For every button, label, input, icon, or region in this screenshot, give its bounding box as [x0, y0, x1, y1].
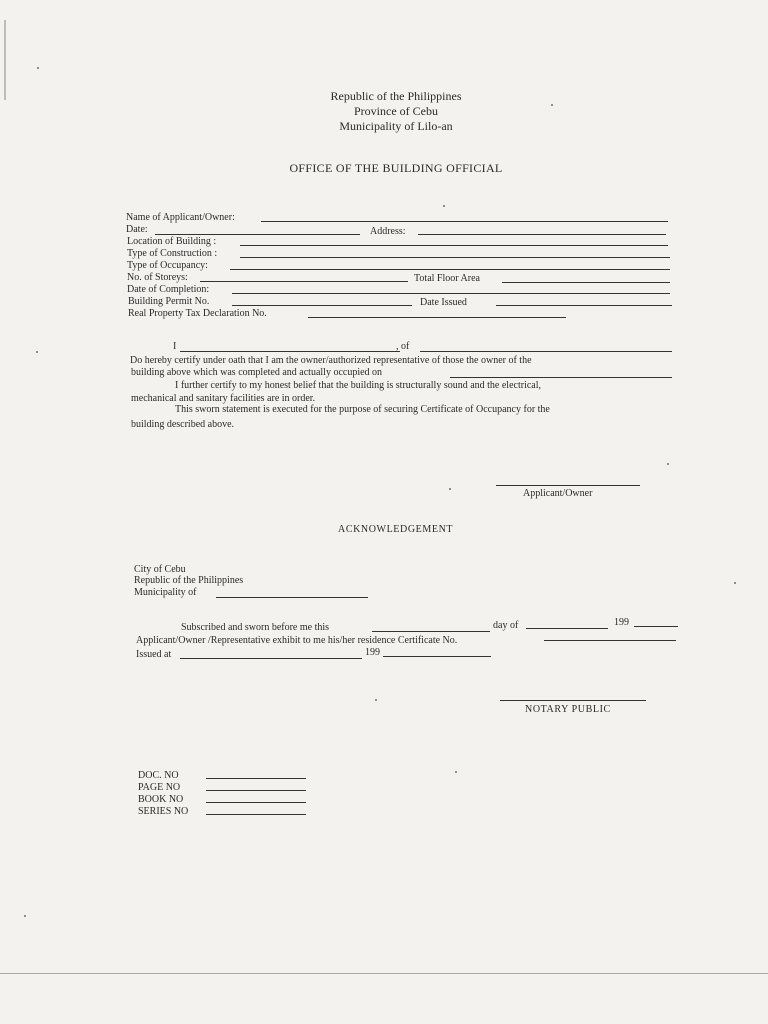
scan-speck: [667, 463, 669, 465]
location-label: Location of Building :: [127, 236, 217, 247]
permit-label: Building Permit No.: [128, 296, 210, 307]
address-label: Address:: [370, 226, 406, 237]
scan-edge: [4, 20, 6, 100]
office-title: OFFICE OF THE BUILDING OFFICIAL: [289, 161, 503, 175]
scan-speck: [36, 351, 38, 353]
applicant-label: Name of Applicant/Owner:: [126, 212, 235, 223]
oath-line-2: building above which was completed and actually occupied on: [131, 367, 383, 378]
scan-bottom-edge: [0, 973, 768, 974]
oath-i: I: [173, 341, 177, 352]
scan-speck: [734, 582, 736, 584]
doc-no-label: DOC. NO: [138, 770, 179, 781]
series-no-label: SERIES NO: [138, 806, 189, 817]
header-republic: Republic of the Philippines: [330, 89, 462, 103]
storeys-line[interactable]: [200, 281, 408, 282]
issued-at-line[interactable]: [180, 658, 362, 659]
scan-speck: [37, 67, 39, 69]
year-2-line[interactable]: [383, 656, 491, 657]
oath-of-line[interactable]: [420, 351, 672, 352]
date-label: Date:: [126, 224, 148, 235]
doc-no-line[interactable]: [206, 778, 306, 779]
notary-public-label: NOTARY PUBLIC: [525, 704, 611, 715]
header-province: Province of Cebu: [354, 104, 438, 118]
floor-area-line[interactable]: [502, 282, 670, 283]
date-line[interactable]: [155, 234, 360, 235]
oath-line-5: This sworn statement is executed for the purpose of securing Certificate of Occupancy for the: [175, 404, 550, 415]
applicant-signature-line[interactable]: [496, 485, 640, 486]
book-no-label: BOOK NO: [138, 794, 184, 805]
applicant-signature-label: Applicant/Owner: [523, 488, 593, 499]
scan-speck: [443, 205, 445, 207]
oath-line-1: Do hereby certify under oath that I am the owner/authorized representative of those the owner of the: [130, 355, 532, 366]
issued-at-label: Issued at: [136, 649, 172, 660]
page-no-label: PAGE NO: [138, 782, 181, 793]
year-2: 199: [365, 647, 380, 658]
occupied-on-line[interactable]: [450, 377, 672, 378]
exhibit-text: Applicant/Owner /Representative exhibit to me his/her residence Certificate No.: [136, 635, 458, 646]
occupancy-label: Type of Occupancy:: [127, 260, 208, 271]
oath-line-3: I further certify to my honest belief that the building is structurally sound and the electrical,: [175, 380, 542, 391]
subscribed-text: Subscribed and sworn before me this: [181, 622, 330, 633]
applicant-line[interactable]: [261, 221, 668, 222]
scan-speck: [449, 488, 451, 490]
residence-cert-line[interactable]: [544, 640, 676, 641]
location-line[interactable]: [240, 245, 668, 246]
ack-city: City of Cebu: [134, 564, 186, 575]
floor-area-label: Total Floor Area: [414, 273, 480, 284]
ack-municipality: Municipality of: [134, 587, 197, 598]
tax-declaration-label: Real Property Tax Declaration No.: [128, 308, 267, 319]
page-no-line[interactable]: [206, 790, 306, 791]
construction-line[interactable]: [240, 257, 670, 258]
year-1-line[interactable]: [634, 626, 678, 627]
subscribed-day-line[interactable]: [372, 631, 490, 632]
oath-line-6: building described above.: [131, 419, 235, 430]
acknowledgement-title: ACKNOWLEDGEMENT: [338, 524, 454, 535]
notary-signature-line[interactable]: [500, 700, 646, 701]
oath-of: , of: [396, 341, 410, 352]
header-municipality: Municipality of Lilo-an: [339, 119, 453, 133]
completion-label: Date of Completion:: [127, 284, 210, 295]
ack-republic: Republic of the Philippines: [134, 575, 244, 586]
month-line[interactable]: [526, 628, 608, 629]
scan-speck: [455, 771, 457, 773]
construction-label: Type of Construction :: [127, 248, 218, 259]
year-1: 199: [614, 617, 629, 628]
permit-line[interactable]: [232, 305, 412, 306]
oath-name-line[interactable]: [180, 351, 400, 352]
municipality-line[interactable]: [216, 597, 368, 598]
scan-speck: [24, 915, 26, 917]
tax-declaration-line[interactable]: [308, 317, 566, 318]
scan-speck: [375, 699, 377, 701]
completion-line[interactable]: [232, 293, 670, 294]
address-line[interactable]: [418, 234, 666, 235]
oath-line-4: mechanical and sanitary facilities are in order.: [131, 393, 316, 404]
book-no-line[interactable]: [206, 802, 306, 803]
storeys-label: No. of Storeys:: [127, 272, 188, 283]
series-no-line[interactable]: [206, 814, 306, 815]
date-issued-label: Date Issued: [420, 297, 467, 308]
day-of-text: day of: [493, 620, 519, 631]
date-issued-line[interactable]: [496, 305, 672, 306]
occupancy-line[interactable]: [230, 269, 670, 270]
